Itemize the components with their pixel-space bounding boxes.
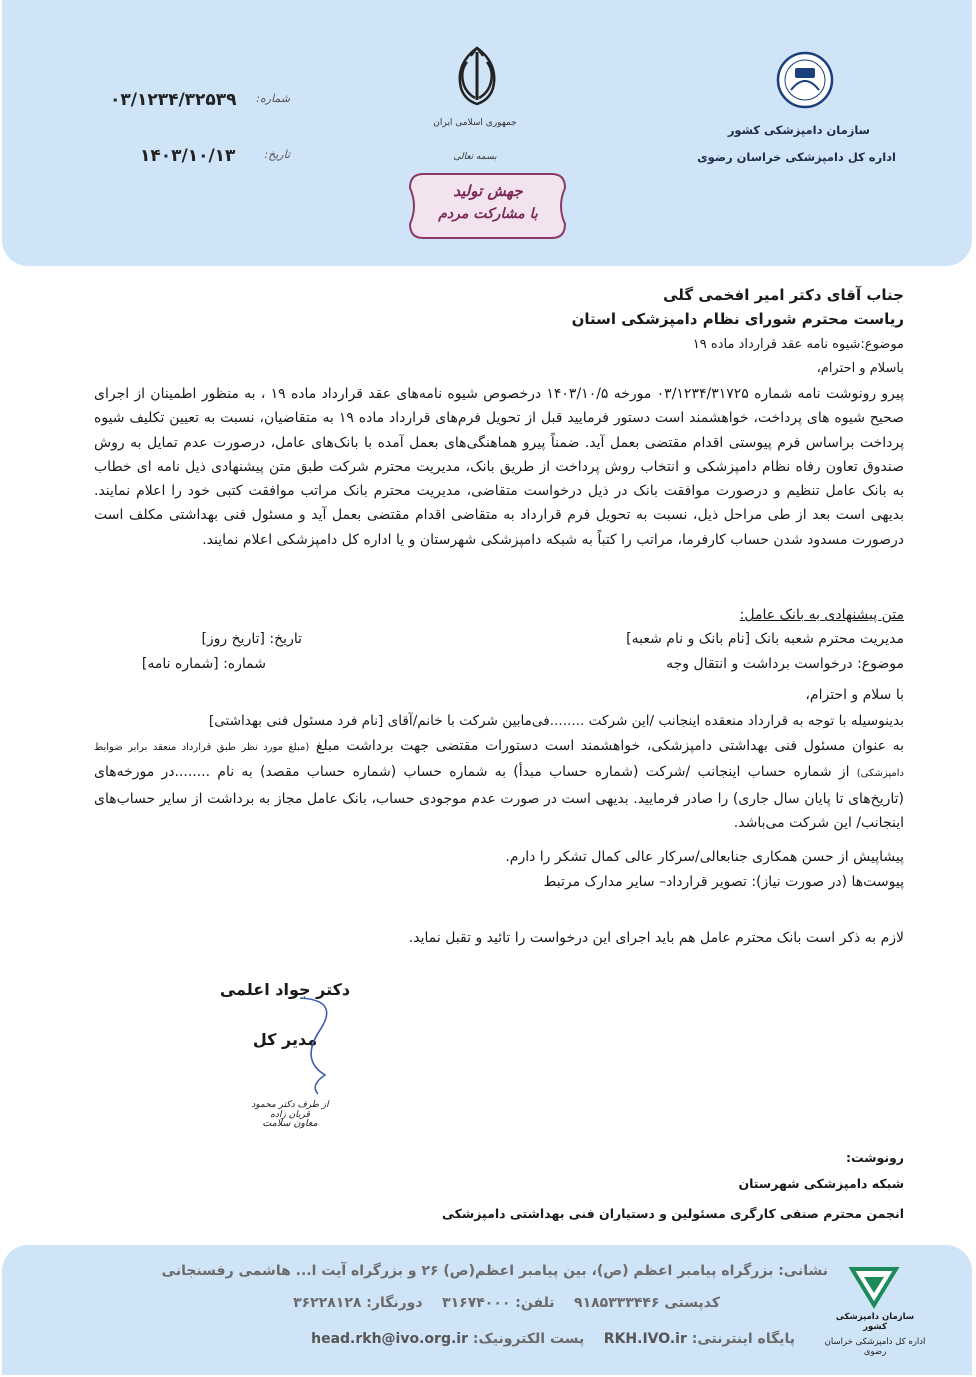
fax-label: دورنگار: [366,1295,423,1311]
website-link[interactable]: RKH.IVO.ir [603,1331,687,1347]
proposed-body-small: (مبلغ مورد نظر طبق قرارداد منعقد برابر ضوابط دامپزشکی) [94,742,905,780]
recipient-name: جناب آقای دکتر امیر افخمی گلی [663,286,904,304]
ivo-logo-icon [846,1263,902,1309]
proposed-addressee: مدیریت محترم شعبه بانک [نام بانک و نام شعبه] [626,631,904,647]
handwritten-signature-icon [280,990,350,1100]
handwritten-note-line2: معاون سلامت [262,1118,318,1129]
number-label: شماره: [256,92,290,105]
signer-title: مدیر کل [252,1030,318,1049]
letter-subject: موضوع:شیوه نامه عقد قرارداد ماده ۱۹ [692,337,904,352]
phone-value: ۳۱۶۷۴۰۰۰ [442,1295,511,1311]
proposed-subject: موضوع: درخواست برداشت و انتقال وجه [666,656,904,672]
website-label: پایگاه اینترنتی: [691,1331,795,1347]
letter-greeting: باسلام و احترام، [816,361,904,376]
postal-label: کدپستی [664,1295,720,1311]
letter-body-paragraph: پیرو رونوشت نامه شماره ۰۳/۱۲۳۴/۳۱۷۲۵ مورخه ۱۴۰۳/۱۰/۵ درخصوص شیوه نامه‌های عقد قرارداد ماده ۱۹ ، به منظور اطمینان از اجرای صحیح شیوه های پرداخت، خواهشمند است دستور فرمایید قبل از تحویل فرم‌های قرارداد ماده ۱۹ به متقاضیان، نسبت به تعیین تکلیف شیوه پرداخت براساس فرم پیوستی اقدام مقتضی بعمل آید. ضمناً پیرو هماهنگی‌های بعمل آمده با بانک‌های عامل، درصورت عدم تمایل به روش صندوق تعاون رفاه نظام دامپزشکی و انتخاب روش پرداخت از طریق بانک، مدیریت محترم شرکت طبق متن پیشنهادی ذیل نامه ای خطاب به بانک عامل تنظیم و درصورت موافقت بانک در ذیل درخواست متقاضی، مدیریت محترم بانک مراتب موافقت کتبی خود را اعلام نمایند. بدیهی است بعد از طی مراحل ذیل، نسبت به تحویل فرم قرارداد به متقاضی اقدام مقتضی بعمل آید و مسئول فنی بهداشتی مکلف است درصورت مسدود شدن حساب کارفرما، مراتب را کتباً به شبکه دامپزشکی شهرستان و یا اداره کل دامپزشکی اعلام نمایند. [94,386,904,548]
slogan-line1: جهش تولید [453,182,523,200]
proposed-body [94,734,904,835]
proposed-thanks: پیشاپیش از حسن همکاری جنابعالی/سرکار عالی کمال تشکر را دارم. [505,849,904,865]
email-label: پست الکترونیک: [472,1331,585,1347]
letter-number: ۰۳/۱۲۳۴/۳۲۵۳۹ [110,90,237,110]
proposed-body-part1: به عنوان مسئول فنی بهداشتی دامپزشکی، خواهشمند است دستورات مقتضی جهت برداشت مبلغ [315,738,905,754]
jahad-logo-icon [775,50,835,110]
footer-contact-row [230,1295,720,1311]
slogan-line2: با مشارکت مردم [438,206,538,222]
signer-name: دکتر جواد اعلمی [219,980,351,999]
footer-logo-caption1: سازمان دامپزشکی کشور [835,1312,915,1332]
handwritten-note-line1: از طرف دکتر محمود قربان زاده [251,1100,329,1120]
proposed-body-intro: بدینوسیله با توجه به قرارداد منعقده اینجانب /این شرکت ........فی‌مابین شرکت با خانم/آقای [نام فرد مسئول فنی بهداشتی] [208,713,904,729]
recipient-title: ریاست محترم شورای نظام دامپزشکی استان [571,310,904,328]
cc-label: رونوشت: [845,1150,904,1165]
phone-label: تلفن: [515,1295,555,1311]
proposed-body-part2: از شماره حساب اینجانب /شرکت (شماره حساب مبدأ) به شماره حساب (شماره حساب مقصد) به نام ........در مورخه‌های (تاریخ‌های تا پایان سال جاری) را صادر فرمایید. بدیهی است در صورت عدم موجودی حساب، بانک عامل مجاز به برداشت از سایر حساب‌های اینجانب/ این شرکت می‌باشد. [94,764,904,831]
closing-note: لازم به ذکر است بانک محترم عامل هم باید اجرای این درخواست را تائید و تقبل نماید. [408,930,904,946]
proposed-date-field: تاریخ: [تاریخ روز] [201,631,302,647]
footer-logo-caption2: اداره کل دامپزشکی خراسان رضوی [824,1337,926,1357]
org-name-line2: اداره کل دامپزشکی خراسان رضوی [697,150,896,164]
national-emblem-icon [445,42,509,112]
date-label: تاریخ: [264,148,290,161]
footer-web-row [255,1331,795,1347]
org-name-line1: سازمان دامپزشکی کشور [727,123,870,137]
proposed-heading: متن پیشنهادی به بانک عامل: [739,607,904,623]
fax-value: ۳۶۲۲۸۱۲۸ [293,1295,362,1311]
postal-value: ۹۱۸۵۳۳۳۴۴۶ [574,1295,660,1311]
email-link[interactable]: head.rkh@ivo.org.ir [311,1331,468,1347]
cc-item-2: انجمن محترم صنفی کارگری مسئولین و دستیاران فنی بهداشتی دامپزشکی [442,1206,904,1221]
proposed-attachments: پیوست‌ها (در صورت نیاز): تصویر قرارداد– سایر مدارک مرتبط [543,874,904,890]
emblem-caption: جمهوری اسلامی ایران [433,118,517,128]
cc-item-1: شبکه دامپزشکی شهرستان [738,1176,904,1191]
proposed-greeting: با سلام و احترام، [805,687,904,703]
letter-date: ۱۴۰۳/۱۰/۱۳ [140,146,236,166]
proposed-number-field: شماره: [شماره نامه] [141,656,266,672]
invocation-text: بسمه تعالی [453,152,497,162]
footer-address: نشانی: بزرگراه پیامبر اعظم (ص)، بین پیامبر اعظم(ص) ۲۶ و بزرگراه آیت ا... هاشمی رفسنجانی [161,1263,828,1279]
